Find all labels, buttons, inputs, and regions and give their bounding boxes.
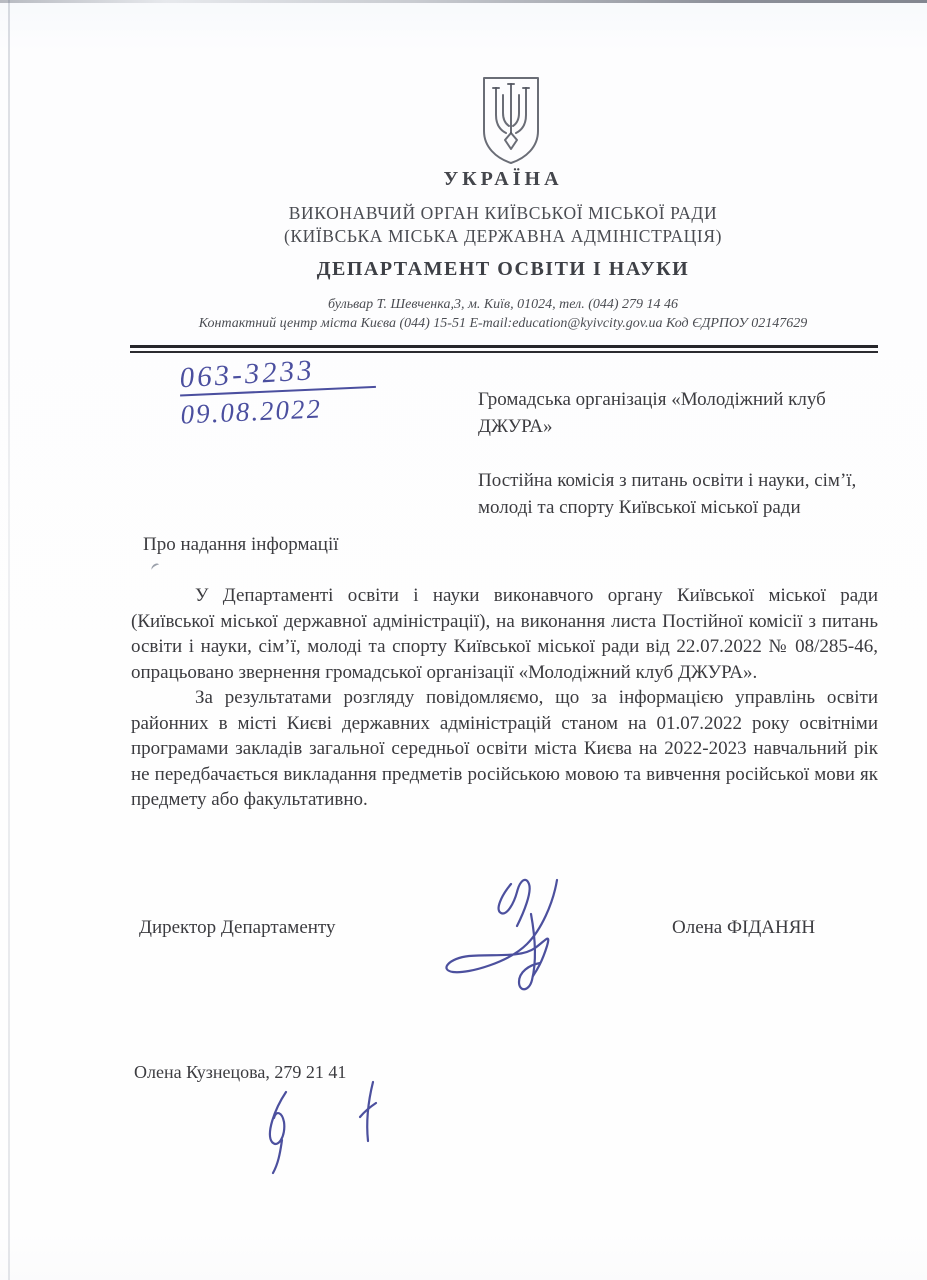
body-paragraph-2: За результатами розгляду повідомляємо, що за інформацією управлінь освіти районних в місті Києві державних адміністрацій станом на 01.07.2022 року освітніми програмами закладів загальної середньої освіти міста Києва на 2022-2023 навчальний рік не передбачається викладання предметів російською мовою та вивчення російської мови як предмету або факультативно. — [131, 687, 878, 810]
recipient-commission: Постійна комісія з питань освіти і науки, сім’ї, молоді та спорту Київської міської ради — [478, 470, 857, 518]
scan-edge-left — [8, 0, 10, 1280]
signature-autograph — [425, 862, 585, 997]
letterhead-divider-rule — [130, 345, 878, 353]
initials-mark-1 — [252, 1086, 312, 1176]
tryzub-emblem-icon — [479, 75, 543, 167]
org-name-line2: (КИЇВСЬКА МІСЬКА ДЕРЖАВНА АДМІНІСТРАЦІЯ) — [283, 226, 723, 246]
signer-name: Олена ФІДАНЯН — [672, 917, 816, 938]
executor-contact: Олена Кузнецова, 279 21 41 — [134, 1062, 347, 1082]
scan-stray-mark — [150, 562, 161, 572]
initials-mark-2 — [352, 1078, 386, 1154]
reference-date: 09.08.2022 — [179, 393, 323, 430]
letter-body — [131, 583, 878, 813]
recipient-block — [478, 386, 858, 521]
scan-edge-top — [0, 0, 927, 3]
address-line2: Контактний центр міста Києва (044) 15-51 E-mail:education@kyivcity.gov.ua Код ЄДРПОУ 02147629 — [198, 316, 808, 331]
country-name: УКРАЇНА — [443, 168, 563, 190]
department-name: ДЕПАРТАМЕНТ ОСВІТИ І НАУКИ — [316, 258, 690, 280]
subject-line: Про надання інформації — [143, 534, 339, 555]
body-paragraph-1: У Департаменті освіти і науки виконавчого органу Київської міської ради (Київської міської державної адміністрації), на виконання листа Постійної комісії з питань освіти і науки, сім’ї, молоді та спорту Київської міської ради від 22.07.2022 № 08/285-46, опрацьовано звернення громадської організації «Молодіжний клуб ДЖУРА». — [131, 585, 878, 683]
reference-number: 063-3233 — [178, 354, 316, 395]
org-name-line1: ВИКОНАВЧИЙ ОРГАН КИЇВСЬКОЇ МІСЬКОЇ РАДИ — [288, 203, 718, 223]
recipient-organization: Громадська організація «Молодіжний клуб ДЖУРА» — [478, 389, 826, 437]
signer-title: Директор Департаменту — [139, 917, 336, 938]
handwritten-reference — [179, 353, 391, 428]
address-line1: бульвар Т. Шевченка,3, м. Київ, 01024, тел. (044) 279 14 46 — [327, 297, 679, 312]
